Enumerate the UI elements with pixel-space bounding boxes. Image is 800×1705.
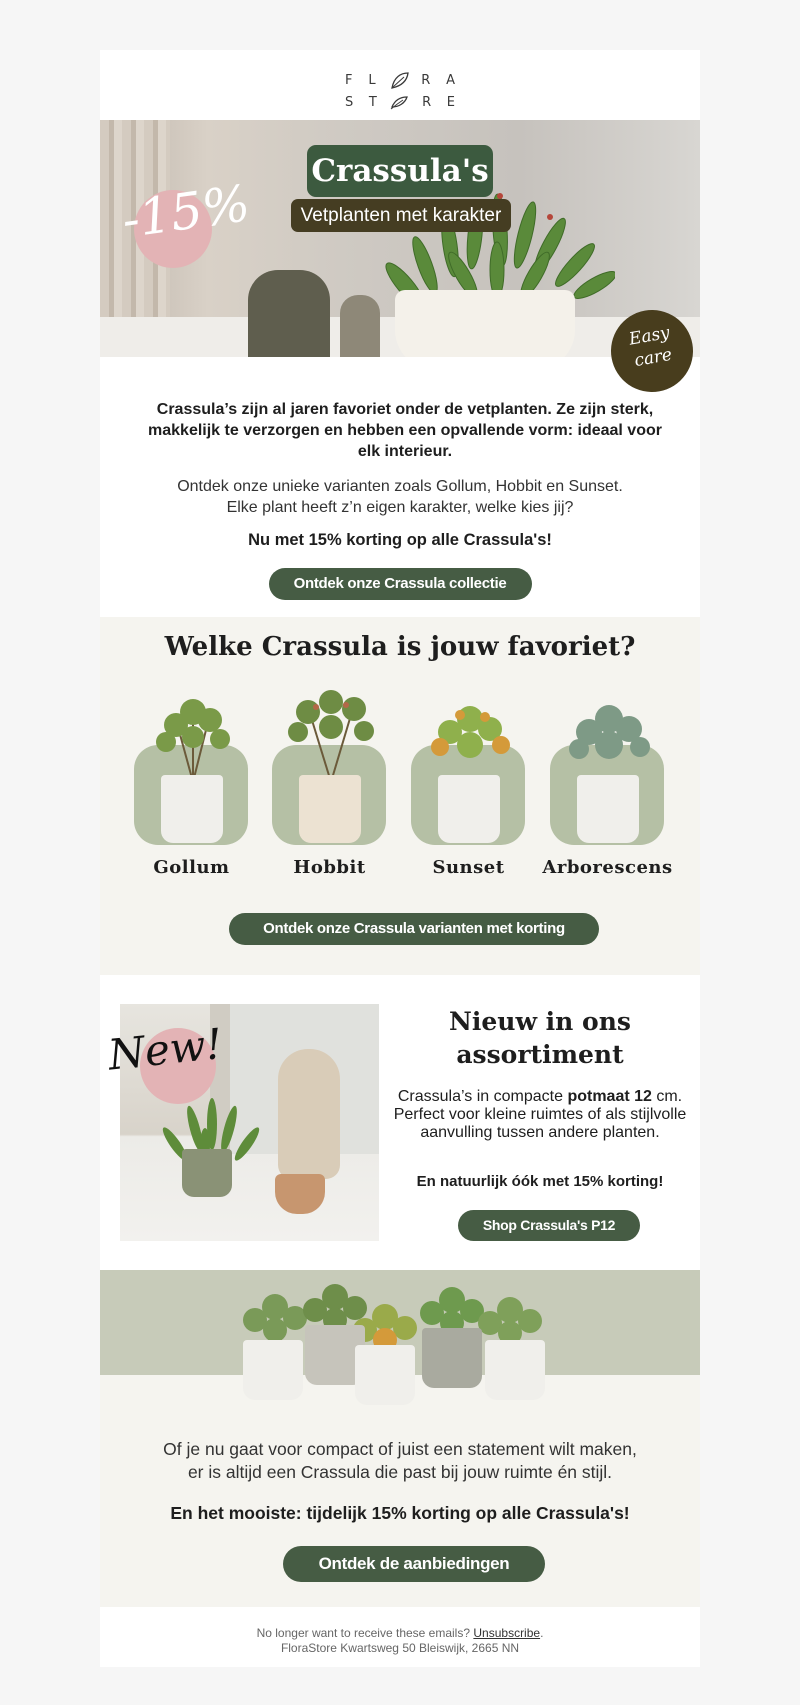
plant-name: Arborescens xyxy=(542,857,673,878)
vase-image xyxy=(248,270,330,357)
closing-line: er is altijd een Crassula die past bij jouw ruimte én stijl. xyxy=(187,1462,613,1482)
logo-letter: E xyxy=(446,95,455,110)
logo-letter: L xyxy=(368,73,376,88)
offers-button[interactable]: Ontdek de aanbiedingen xyxy=(283,1546,545,1582)
header xyxy=(100,50,700,120)
arborescens-plant-image xyxy=(564,687,654,782)
footer-period: . xyxy=(540,1626,544,1640)
logo-letter: T xyxy=(368,95,377,110)
intro-line: Elke plant heeft z’n eigen karakter, welke kies jij? xyxy=(226,499,574,516)
logo-letter: S xyxy=(345,95,354,110)
logo-letter: F xyxy=(345,73,353,88)
white-pot xyxy=(438,775,500,843)
crassula-collection-button[interactable]: Ontdek onze Crassula collectie xyxy=(269,568,532,600)
unsubscribe-line xyxy=(100,1626,700,1641)
shop-p12-button[interactable]: Shop Crassula's P12 xyxy=(458,1210,640,1241)
email-body xyxy=(100,50,700,1667)
plant-card-gollum[interactable] xyxy=(134,687,249,878)
easy-care-badge: Easy care xyxy=(605,304,700,399)
white-pot xyxy=(355,1345,415,1405)
intro-bold-text: Crassula’s zijn al jaren favoriet onder de vetplanten. Ze zijn sterk, makkelijk te verzorgen en hebben een opvallende vorm: ideaal voor elk interieur. xyxy=(148,401,662,460)
vase-image xyxy=(340,295,380,357)
new-description xyxy=(385,1088,695,1142)
heading-line: assortiment xyxy=(456,1040,624,1069)
logo-letter: A xyxy=(446,73,455,88)
intro-offer: Nu met 15% korting op alle Crassula's! xyxy=(248,531,552,549)
florastore-logo[interactable] xyxy=(345,73,455,113)
vase-image xyxy=(278,1049,340,1179)
footer xyxy=(100,1607,700,1667)
intro-text xyxy=(140,476,660,518)
logo-letter: R xyxy=(421,73,431,88)
crassula-plant-image xyxy=(470,1288,550,1348)
beige-pot xyxy=(299,775,361,843)
closing-line: Of je nu gaat voor compact of juist een statement wilt maken, xyxy=(163,1439,637,1459)
plant-name: Gollum xyxy=(153,857,230,878)
green-pot xyxy=(182,1149,232,1197)
white-pot xyxy=(161,775,223,843)
grey-pot xyxy=(422,1328,482,1388)
gollum-plant-image xyxy=(148,687,238,782)
white-pot xyxy=(577,775,639,843)
leaf-icon xyxy=(389,92,411,112)
text-part: Crassula’s in compacte xyxy=(397,1088,568,1105)
pot-size-text: potmaat 12 xyxy=(567,1088,652,1105)
closing-section xyxy=(100,1270,700,1607)
hero-title: Crassula's xyxy=(307,145,493,197)
plant-card-sunset[interactable] xyxy=(411,687,526,878)
text-part: cm. Perfect voor kleine ruimtes of als stijlvolle aanvulling tussen andere planten. xyxy=(393,1088,687,1141)
new-badge-label: New! xyxy=(105,1018,225,1080)
hobbit-plant-image xyxy=(286,687,376,782)
logo-letter: R xyxy=(422,95,432,110)
hero-banner[interactable] xyxy=(100,120,700,357)
leaf-icon xyxy=(389,71,411,91)
terracotta-bowl xyxy=(275,1174,325,1214)
white-pot-image xyxy=(395,290,575,357)
plant-card-arborescens[interactable] xyxy=(542,687,673,878)
intro-section xyxy=(100,357,700,617)
footer-text: No longer want to receive these emails? xyxy=(256,1626,471,1640)
new-heading xyxy=(380,1005,700,1071)
plant-card-hobbit[interactable] xyxy=(272,687,387,878)
new-section xyxy=(100,975,700,1270)
sunset-plant-image xyxy=(425,687,515,782)
plant-name: Sunset xyxy=(432,857,505,878)
company-address: FloraStore Kwartsweg 50 Bleiswijk, 2665 NN xyxy=(280,1641,520,1655)
unsubscribe-link[interactable]: Unsubscribe xyxy=(473,1626,541,1640)
plant-name: Hobbit xyxy=(293,857,366,878)
discount-label: -15% xyxy=(118,174,254,250)
favorites-section xyxy=(100,617,700,975)
new-offer: En natuurlijk óók met 15% korting! xyxy=(416,1173,664,1190)
intro-line: Ontdek onze unieke varianten zoals Gollum, Hobbit en Sunset. xyxy=(177,478,623,495)
heading-line: Nieuw in ons xyxy=(449,1007,631,1036)
white-pot xyxy=(485,1340,545,1400)
hero-subtitle: Vetplanten met karakter xyxy=(291,199,511,232)
closing-offer: En het mooiste: tijdelijk 15% korting op alle Crassula's! xyxy=(170,1503,630,1523)
closing-text xyxy=(100,1438,700,1484)
crassula-varieties-button[interactable]: Ontdek onze Crassula varianten met korting xyxy=(229,913,599,945)
favorites-heading: Welke Crassula is jouw favoriet? xyxy=(164,632,636,662)
white-pot xyxy=(243,1340,303,1400)
